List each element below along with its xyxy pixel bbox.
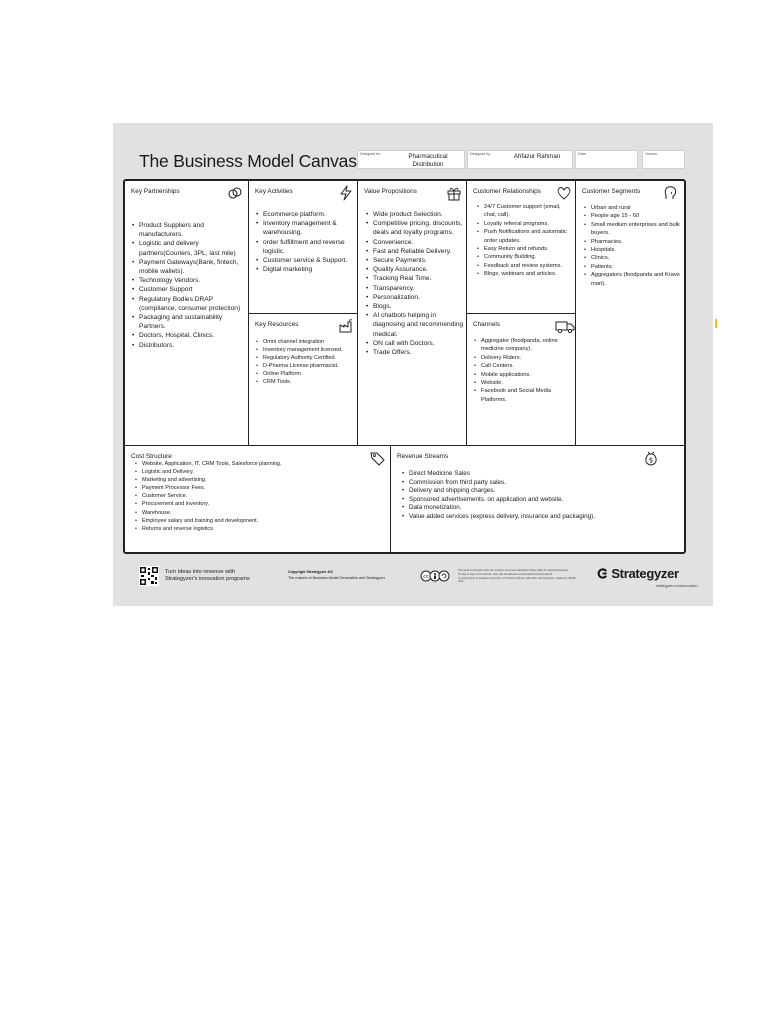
list-item: • Procurement and inventory. <box>135 500 385 508</box>
qr-code-icon <box>139 566 159 586</box>
customer-relationships-list <box>477 203 574 279</box>
footer-tagline-line-2: Strategyzer's innovation programs <box>165 576 250 583</box>
list-item: • Loyalty referral programs. <box>477 220 574 228</box>
list-item: • Returns and reverse logistics. <box>135 525 385 533</box>
creative-commons-icon <box>420 570 450 582</box>
heart-icon <box>556 185 572 201</box>
list-item: • Commission from third party sales. <box>402 479 678 488</box>
svg-text:cc: cc <box>423 574 429 581</box>
canvas-footer <box>139 566 699 590</box>
face-icon <box>662 185 678 201</box>
brand-url: strategyzer.com/innovation <box>656 584 698 588</box>
list-item: • Easy Return and refunds. <box>477 245 574 253</box>
list-item: • Employee salary and training and development. <box>135 517 385 525</box>
list-item: • Direct Medicine Sales <box>402 470 678 479</box>
key-partnerships-block <box>125 181 249 445</box>
strategyzer-logo-icon <box>597 568 608 579</box>
revenue-streams-block <box>391 445 684 552</box>
list-item: • CRM Tools. <box>256 378 356 386</box>
cost-structure-block <box>125 445 391 552</box>
list-item: • Pharmacies. <box>584 238 682 246</box>
list-item: • Feedback and review systems. <box>477 262 574 270</box>
key-activities-title: Key Activities <box>255 188 293 195</box>
list-item: • Logistic and Delivery. <box>135 468 385 476</box>
list-item: • AI chatbots helping in diagnosing and recommending medical. <box>366 311 465 339</box>
list-item: • Doctors, Hospital, Clinics. <box>132 331 243 340</box>
license-line-2: To view a copy of this license, visit: http://creativecommons.org/licenses/by-sa/3.0/ <box>458 572 553 576</box>
list-item: • D-Pharma License pharmacist. <box>256 362 356 370</box>
key-partnerships-list <box>132 221 243 350</box>
list-item: • 24/7 Customer support (email, chat, call). <box>477 203 574 220</box>
list-item: • Quality Assurance. <box>366 265 465 274</box>
revenue-streams-list <box>402 470 678 522</box>
copyright-line-2: The makers of Business Model Generation and Strategyzer <box>288 576 385 581</box>
list-item: • Omni channel integration <box>256 338 356 346</box>
list-item: • Delivery and shipping charges. <box>402 487 678 496</box>
key-activities-list <box>256 210 354 274</box>
cost-structure-list <box>135 460 385 533</box>
list-item: • Push Notifications and automatic order updates. <box>477 228 574 245</box>
list-item: • Competitive pricing, discounts, deals and loyalty programs. <box>366 219 465 237</box>
key-resources-block <box>249 314 358 445</box>
list-item: • Digital marketing <box>256 265 354 274</box>
list-item: • Technology Vendors. <box>132 276 243 285</box>
gift-icon <box>446 185 462 201</box>
list-item: • Packaging and sustainability Partners. <box>132 313 243 331</box>
business-model-canvas-sheet <box>113 123 713 606</box>
lightning-icon <box>338 185 354 201</box>
list-item: • Aggregator (foodpanda, online medicine company). <box>474 337 575 354</box>
value-propositions-list <box>366 210 465 357</box>
key-activities-block <box>249 181 358 314</box>
strategyzer-wordmark: Strategyzer <box>611 566 679 581</box>
designed-by-field <box>467 150 573 169</box>
key-resources-title: Key Resources <box>255 321 299 328</box>
list-item: • Blogs. <box>366 302 465 311</box>
list-item: • Product Suppliers and manufacturers. <box>132 221 243 239</box>
value-propositions-title: Value Propositions <box>364 188 417 195</box>
list-item: • Mobile applications. <box>474 371 575 379</box>
list-item: • Value added services (express delivery, insurance and packaging). <box>402 513 678 522</box>
designed-by-value: Ahfazur Rahman <box>513 153 561 160</box>
list-item: • ON call with Doctors. <box>366 339 465 348</box>
customer-relationships-title: Customer Relationships <box>473 188 541 195</box>
money-bag-icon <box>643 450 659 466</box>
list-item: • Blogs, webinars and articles. <box>477 270 574 278</box>
list-item: • Customer Service. <box>135 492 385 500</box>
list-item: • Patients. <box>584 263 682 271</box>
list-item: • Customer service & Support. <box>256 256 354 265</box>
date-field <box>575 150 638 169</box>
list-item: • Website, Application, IT, CRM Tools, Salesforce planning. <box>135 460 385 468</box>
revenue-streams-title: Revenue Streams <box>397 453 449 460</box>
highlight-mark <box>715 319 717 328</box>
list-item: • Distributors. <box>132 341 243 350</box>
factory-icon <box>338 318 354 334</box>
customer-relationships-block <box>467 181 576 314</box>
designed-for-field <box>357 150 465 169</box>
list-item: • Call Centers. <box>474 362 575 370</box>
list-item: • Urban and rural <box>584 204 682 212</box>
list-item: • Regulatory Authority Certified. <box>256 354 356 362</box>
list-item: • Small medium enterprises and bulk buyers. <box>584 221 682 238</box>
list-item: • Online Platform <box>256 370 356 378</box>
key-resources-list <box>256 338 356 387</box>
list-item: • Website. <box>474 379 575 387</box>
copyright-line-1: Copyright Strategyzer AG <box>288 570 333 574</box>
list-item: • Warehouse. <box>135 509 385 517</box>
list-item: • Payment Processor Fees. <box>135 484 385 492</box>
designed-for-value: Pharmacutical Distribution <box>408 153 448 168</box>
list-item: • Payment Gateways(Bank, fintech, mobile wallets). <box>132 258 243 276</box>
list-item: • Regulatory Bodies DRAP (compliance, consumer protection) <box>132 295 243 313</box>
customer-segments-list <box>584 204 682 288</box>
canvas-grid <box>123 179 686 554</box>
list-item: • Hospitals. <box>584 246 682 254</box>
footer-tagline <box>165 569 250 584</box>
list-item: • Sponsored advertisements. on application and website. <box>402 496 678 505</box>
list-item: • Logistic and delivery partners(Couriers, 3PL, last mile) <box>132 239 243 257</box>
list-item: • Data monetization. <box>402 504 678 513</box>
list-item: • Customer Support <box>132 285 243 294</box>
date-label: Date: <box>578 152 587 156</box>
customer-segments-block <box>576 181 684 445</box>
link-icon <box>227 185 243 201</box>
channels-title: Channels <box>473 321 501 328</box>
channels-block <box>467 314 576 445</box>
list-item: • Convenience. <box>366 238 465 247</box>
list-item: • Trade Offers. <box>366 348 465 357</box>
list-item: • Ecommerce platform. <box>256 210 354 219</box>
license-line-1: This work is licensed under the Creative Commons Attribution-Share Alike 3.0 Unported License. <box>458 569 569 572</box>
channels-list <box>474 337 575 404</box>
list-item: • Inventory management & warehousing. <box>256 219 354 237</box>
canvas-title: The Business Model Canvas <box>139 151 357 171</box>
list-item: • Tracking Real Time. <box>366 274 465 283</box>
truck-icon <box>555 318 575 334</box>
customer-segments-title: Customer Segments <box>582 188 641 195</box>
footer-tagline-line-1: Turn ideas into revenue with <box>165 569 236 575</box>
list-item: • Delivery Riders. <box>474 354 575 362</box>
list-item: • Wide product Selection. <box>366 210 465 219</box>
svg-text:$: $ <box>648 456 654 465</box>
list-item: • Clinics. <box>584 254 682 262</box>
version-field <box>642 150 685 169</box>
list-item: • Secure Payments. <box>366 256 465 265</box>
footer-copyright <box>288 569 385 581</box>
list-item: • People age 15 - 60 <box>584 212 682 220</box>
list-item: • Fast and Reliable Delivery. <box>366 247 465 256</box>
strategyzer-logo <box>597 566 679 581</box>
version-label: Version: <box>645 152 658 156</box>
key-partnerships-title: Key Partnerships <box>131 188 180 195</box>
license-text <box>458 569 578 584</box>
designed-by-label: Designed by: <box>470 152 491 156</box>
list-item: • Facebook and Social Media Platforms. <box>474 387 575 404</box>
list-item: • order fulfillment and reverse logistic. <box>256 238 354 256</box>
list-item: • Community Building. <box>477 253 574 261</box>
list-item: • Marketing and advertising. <box>135 476 385 484</box>
list-item: • Transparency. <box>366 284 465 293</box>
value-propositions-block <box>358 181 467 445</box>
list-item: • Aggregators (foodpanda and Krave mart). <box>584 271 682 288</box>
license-line-3: or send a letter to Creative Commons, 171 Second Street, Suite 300, San Francisco, California, 94105, USA. <box>458 576 577 584</box>
cost-structure-title: Cost Structure <box>131 453 172 460</box>
designed-for-label: Designed for: <box>360 152 382 156</box>
list-item: • Personalization. <box>366 293 465 302</box>
list-item: • Inventory management licensed. <box>256 346 356 354</box>
